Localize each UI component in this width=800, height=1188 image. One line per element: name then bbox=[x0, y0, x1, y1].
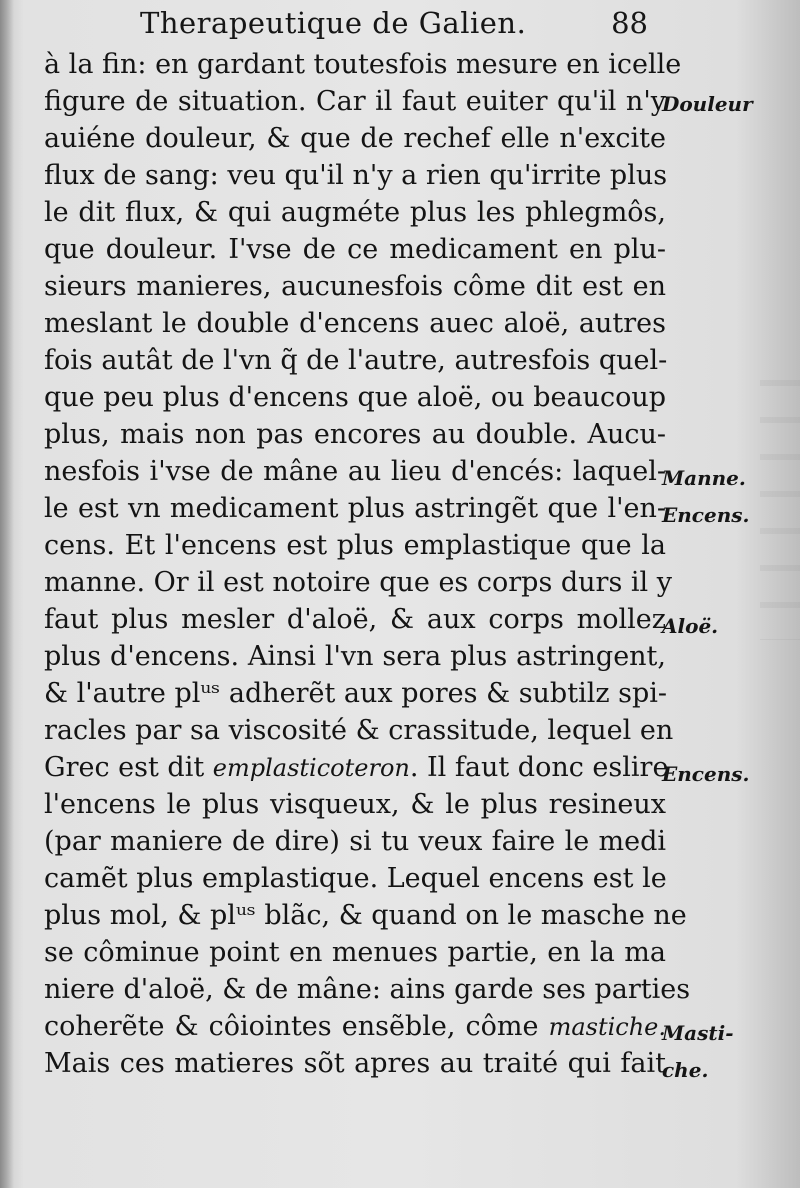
text-line: le dit flux, & qui augméte plus les phlegmôs, bbox=[44, 197, 666, 228]
text-line: niere d'aloë, & de mâne: ains garde ses parties bbox=[44, 974, 691, 1005]
text-line: Mais ces matieres sõt apres au traité qui fait bbox=[44, 1048, 666, 1079]
running-title: Therapeutique de Galien. bbox=[140, 6, 527, 40]
text-line-greek-term bbox=[44, 749, 669, 786]
margin-note-douleur: Douleur bbox=[662, 92, 753, 116]
margin-note-mastiche-2: che. bbox=[662, 1058, 709, 1082]
text-line: camẽt plus emplastique. Lequel encens est le bbox=[44, 863, 667, 894]
line-segment: coherẽte & côiointes ensẽble, côme bbox=[44, 1011, 549, 1042]
page-header bbox=[140, 6, 660, 46]
margin-note-mastiche-1: Masti- bbox=[662, 1021, 734, 1045]
text-line: plus, mais non pas encores au double. Aucu- bbox=[44, 419, 666, 450]
page-number: 88 bbox=[611, 6, 648, 40]
text-line: & l'autre plᵘˢ adherẽt aux pores & subtilz spi- bbox=[44, 678, 668, 709]
italic-term: mastiche. bbox=[548, 1013, 666, 1041]
text-line: auiéne douleur, & que de rechef elle n'excite bbox=[44, 123, 666, 154]
text-line: nesfois i'vse de mâne au lieu d'encés: laquel- bbox=[44, 456, 666, 487]
text-line: que peu plus d'encens que aloë, ou beaucoup bbox=[44, 382, 666, 413]
text-line: plus d'encens. Ainsi l'vn sera plus astringent, bbox=[44, 641, 666, 672]
line-segment: Grec est dit bbox=[44, 752, 213, 783]
italic-term: emplasticoteron bbox=[212, 754, 410, 782]
body-text bbox=[44, 46, 691, 1082]
margin-note-aloe: Aloë. bbox=[662, 614, 719, 638]
text-line: (par maniere de dire) si tu veux faire le medi bbox=[44, 826, 666, 857]
text-line: plus mol, & plᵘˢ blãc, & quand on le masche ne bbox=[44, 900, 687, 931]
text-line-mastiche bbox=[44, 1008, 666, 1045]
text-line: l'encens le plus visqueux, & le plus resineux bbox=[44, 789, 666, 820]
margin-note-encens: Encens. bbox=[662, 503, 750, 527]
text-line: à la fin: en gardant toutesfois mesure en icelle bbox=[44, 49, 682, 80]
margin-note-encens-2: Encens. bbox=[662, 762, 750, 786]
text-line: figure de situation. Car il faut euiter qu'il n'y bbox=[44, 86, 666, 117]
text-line: cens. Et l'encens est plus emplastique que la bbox=[44, 530, 666, 561]
line-segment: . Il faut donc eslire bbox=[409, 752, 669, 783]
text-line: sieurs manieres, aucunesfois côme dit est en bbox=[44, 271, 666, 302]
margin-note-manne: Manne. bbox=[662, 466, 746, 490]
text-line: faut plus mesler d'aloë, & aux corps mollez bbox=[44, 604, 666, 635]
text-line: le est vn medicament plus astringẽt que l'en- bbox=[44, 493, 666, 524]
text-line: fois autât de l'vn q̃ de l'autre, autresfois quel- bbox=[44, 345, 668, 376]
text-line: se côminue point en menues partie, en la ma bbox=[44, 937, 666, 968]
text-line: que douleur. I'vse de ce medicament en plu- bbox=[44, 234, 666, 265]
page-edge-shadow bbox=[0, 0, 14, 1188]
text-line: manne. Or il est notoire que es corps durs il y bbox=[44, 567, 673, 598]
text-line: flux de sang: veu qu'il n'y a rien qu'irrite plus bbox=[44, 160, 668, 191]
text-line: meslant le double d'encens auec aloë, autres bbox=[44, 308, 666, 339]
show-through-text bbox=[760, 380, 800, 640]
text-line: racles par sa viscosité & crassitude, lequel en bbox=[44, 715, 674, 746]
